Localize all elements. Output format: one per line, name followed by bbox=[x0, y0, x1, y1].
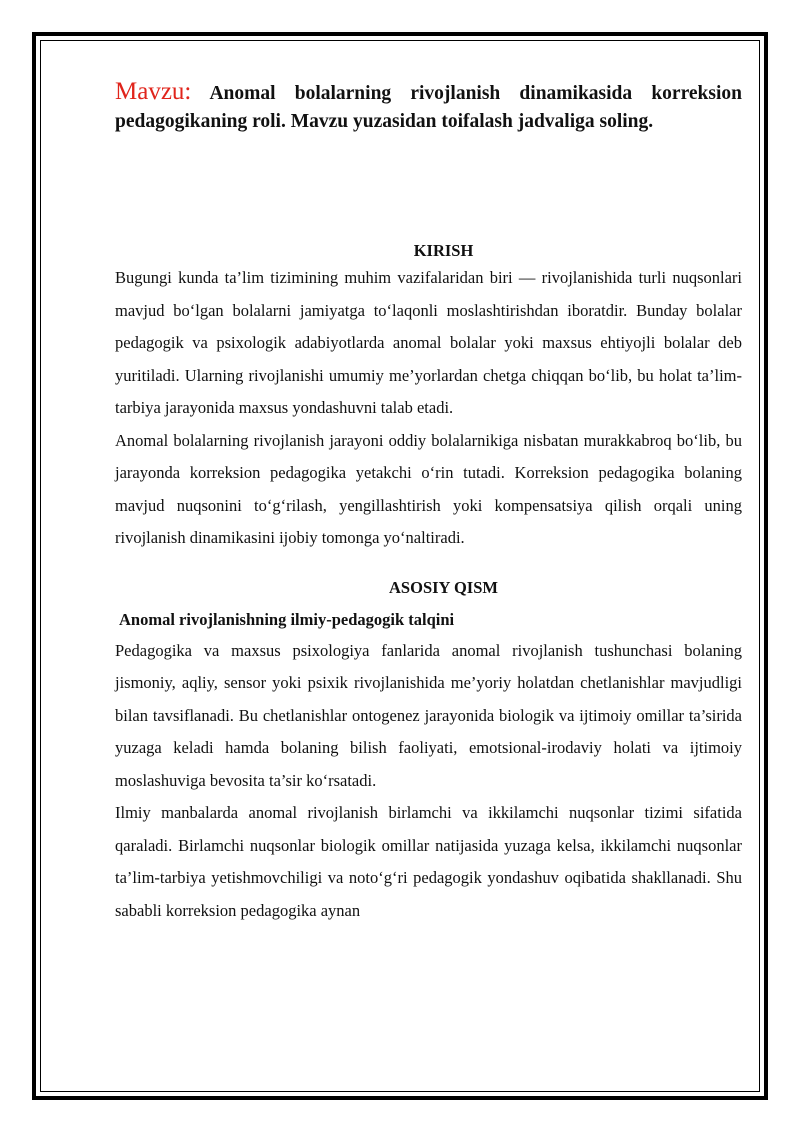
topic-label: Mavzu: bbox=[115, 78, 192, 105]
topic-title bbox=[115, 78, 742, 136]
intro-paragraph: Anomal bolalarning rivojlanish jarayoni oddiy bolalarnikiga nisbatan murakkabroq bo‘lib, bu jarayonda korreksion pedagogika yetakchi o‘rin tutadi. Korreksion pedagogika bolaning mavjud nuqsonini to‘g‘rilash, yengillashtirish yoki kompensatsiya qilish orqali uning rivojlanish dinamikasini ijobiy tomonga yo‘naltiradi. bbox=[115, 430, 742, 547]
intro-heading: KIRISH bbox=[413, 241, 474, 260]
topic-text: Anomal bolalarning rivojlanish dinamikasida korreksion pedagogikaning roli. Mavzu yuzasidan toifalash jadvaliga soling. bbox=[115, 83, 742, 132]
main-paragraph: Pedagogika va maxsus psixologiya fanlarida anomal rivojlanish tushunchasi bolaning jismoniy, aqliy, sensor yoki psixik rivojlanishida me’yoriy holatdan chetlanishlar mavjudligi bilan tavsiflanadi. Bu chetlanishlar ontogenez jarayonida biologik va ijtimoiy omillar ta’sirida yuzaga keladi hamda bolaning bilish faoliyati, emotsional-irodaviy holati va ijtimoiy moslashuviga bevosita ta’sir ko‘rsatadi. bbox=[115, 640, 742, 790]
main-heading: ASOSIY QISM bbox=[389, 577, 498, 597]
main-paragraph: Ilmiy manbalarda anomal rivojlanish birlamchi va ikkilamchi nuqsonlar tizimi sifatida qaraladi. Birlamchi nuqsonlar biologik omillar natijasida yuzaga kelsa, ikkilamchi nuqsonlar ta’lim-tarbiya yetishmovchiligi va noto‘g‘ri pedagogik yondashuv oqibatida shakllanadi. Shu sababli korreksion pedagogika aynan bbox=[115, 803, 742, 920]
main-subheading: Anomal rivojlanishning ilmiy-pedagogik talqini bbox=[119, 609, 455, 629]
intro-paragraph: Bugungi kunda ta’lim tizimining muhim vazifalaridan biri — rivojlanishida turli nuqsonlari mavjud bo‘lgan bolalarni jamiyatga to‘laqonli moslashtirishdan iboratdir. Bunday bolalar pedagogik va psixologik adabiyotlarda anomal bolalar yoki maxsus ehtiyojli bolalar deb yuritiladi. Ularning rivojlanishi umumiy me’yorlardan chetga chiqqan bo‘lib, bu holat ta’lim-tarbiya jarayonida maxsus yondashuvni talab etadi. bbox=[115, 268, 742, 417]
document-body bbox=[115, 78, 742, 927]
